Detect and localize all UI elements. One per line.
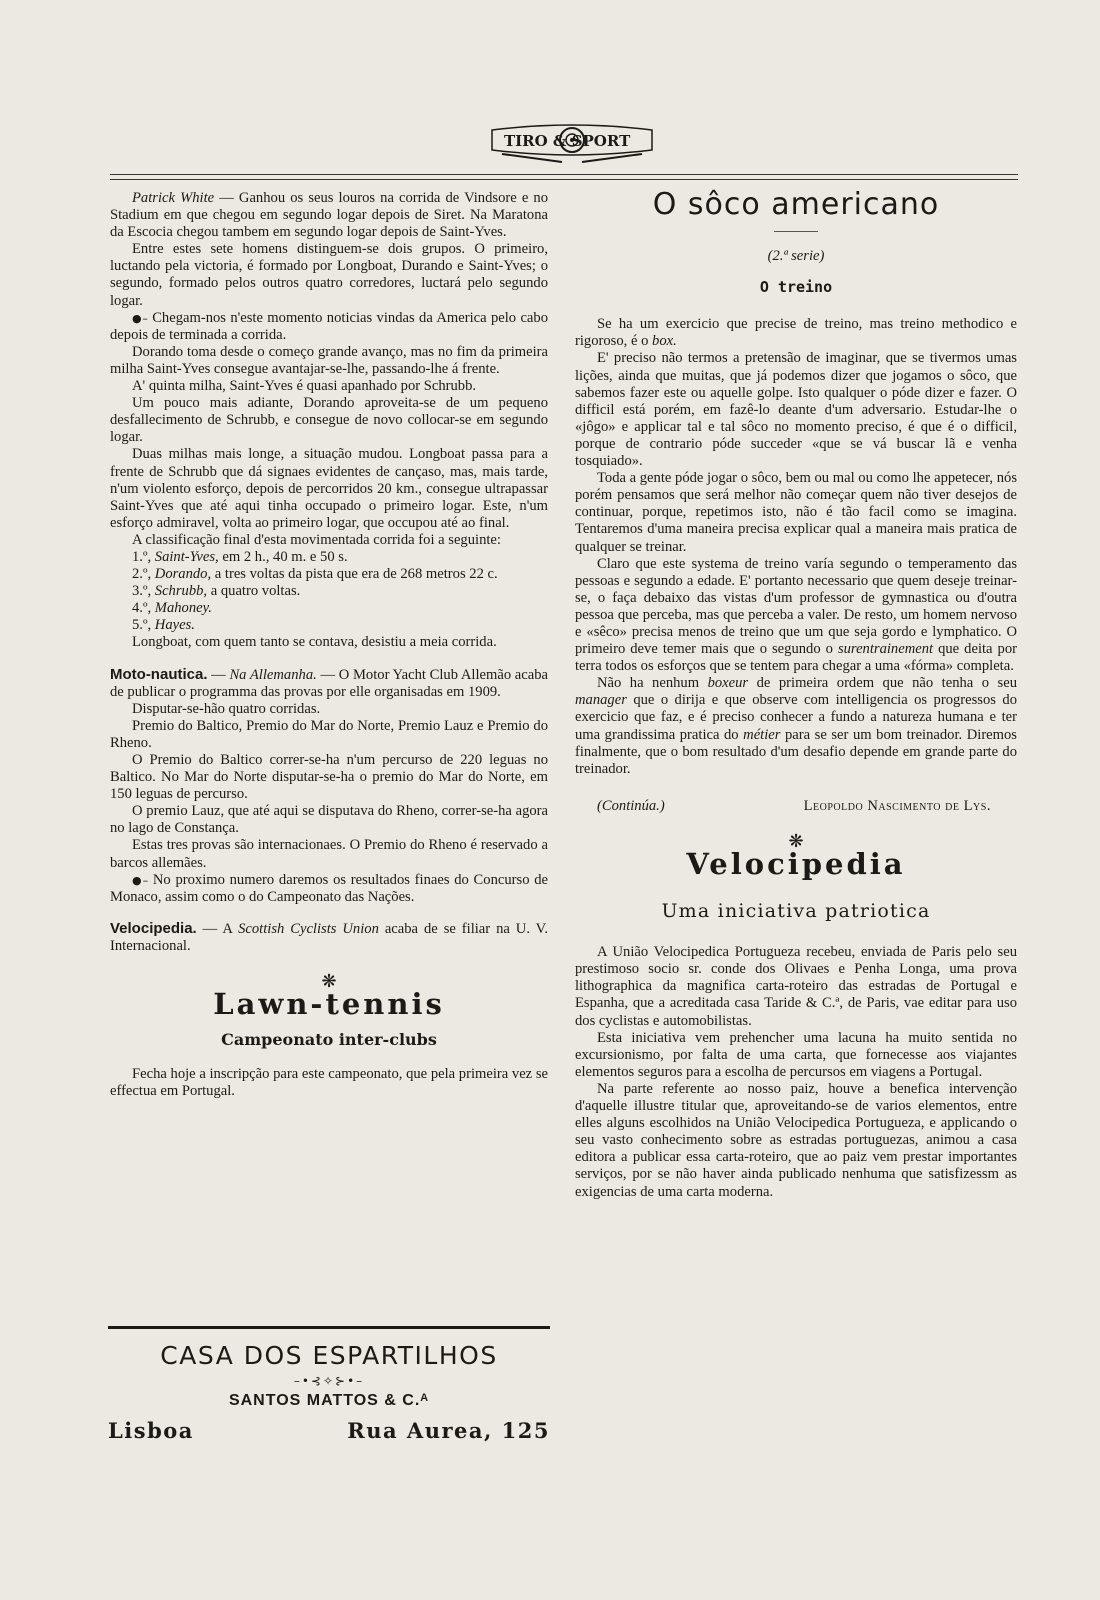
paragraph: Na parte referente ao nosso paiz, houve a benefica intervenção d'aquelle illustre titular que, aproveitando-se de varios elementos, entre elles alguns escolhidos na União Velocipedica Portugueza, e applicando o seu vasto conhecimento sobre as estradas portuguezas, animou a casa editora a publicar essa carta-roteiro, que ao paiz vem prestar importantes serviços, por se não haver ainda publicado nenhuma que satisfizessm as exigencias de uma carta moderna. bbox=[575, 1080, 1017, 1200]
paragraph: A' quinta milha, Saint-Yves é quasi apanhado por Schrubb. bbox=[132, 378, 477, 395]
result-name: Saint-Yves, bbox=[154, 548, 219, 565]
paragraph: Longboat, com quem tanto se contava, desistiu a meia corrida. bbox=[132, 634, 497, 651]
paragraph-text: de primeira ordem que não tenha o seu bbox=[748, 675, 1017, 692]
paragraph: Um pouco mais adiante, Dorando aproveita-se de um pequeno desfallecimento de Schrubb, e consegue de novo collocar-se em segundo logar. bbox=[110, 395, 548, 446]
paragraph: A classificação final d'esta movimentada corrida foi a seguinte: bbox=[132, 531, 501, 548]
paragraph bbox=[110, 872, 548, 906]
lawn-tennis-subtitle: Campeonato inter-clubs bbox=[221, 1030, 437, 1050]
paragraph-text: Claro que este systema de treino varía segundo o temperamento das pessoas e segundo a edade. E' portanto necessario que quem deseje treinar-se, o faça debaixo das vistas d'um professor de gymnastica ou d'outra pessoa que perceba, mas que perceba a valer. De resto, um homem nervoso e «sêco» precisa menos de treino que um que seja gordo e lymphatico. O primeiro deve temer mais que o segundo o bbox=[575, 555, 1017, 658]
result-item bbox=[110, 583, 548, 600]
bullet-icon: ●– bbox=[132, 311, 148, 325]
paragraph: Duas milhas mais longe, a situação mudou. Longboat passa para a frente de Schrubb que dá signaes evidentes de cançaso, mas, mais tarde, n'um violento esforço, depois de percorridos 20 km., consegue ultrapassar Saint-Yves que até aqui tinha occupado o primeiro logar. Este, n'um esforço admiravel, volta ao primeiro logar, que occupou até ao final. bbox=[110, 446, 548, 531]
paragraph-text: Chegam-nos n'este momento noticias vindas da America pelo cabo depois de terminada a corrida. bbox=[110, 309, 549, 343]
masthead-logo bbox=[482, 116, 662, 166]
paragraph-text: que deita por terra todos os esforços que se tentem para chegar a uma «fórma» completa. bbox=[575, 641, 1017, 675]
article-signature bbox=[575, 798, 1017, 815]
lawn-tennis-title: Lawn-tennis bbox=[213, 987, 445, 1022]
paragraph: Estas tres provas são internacionaes. O Premio do Rheno é reservado a barcos allemães. bbox=[110, 837, 548, 871]
result-detail: a quatro voltas. bbox=[207, 583, 301, 600]
result-pos: 3.º, bbox=[132, 583, 152, 600]
paragraph: Esta iniciativa vem prehencher uma lacuna ha muito sentida no excursionismo, por falta de uma carta, que fornecesse aos viajantes elementos seguros para a escolha de percursos em viagens a Portugal. bbox=[575, 1029, 1017, 1080]
paragraph bbox=[575, 556, 1017, 676]
result-pos: 4.º, bbox=[132, 600, 152, 617]
term: boxeur bbox=[707, 675, 749, 692]
paragraph-text: para se ser um bom treinador. Diremos finalmente, que o bom resultado d'um desafio depende em grande parte do treinador. bbox=[575, 726, 1017, 777]
result-item bbox=[110, 600, 548, 617]
result-pos: 1.º, bbox=[132, 548, 152, 565]
paragraph-text: Se ha um exercicio que precise de treino, mas treino methodico e rigoroso, é o bbox=[575, 316, 1017, 350]
result-detail: em 2 h., 40 m. e 50 s. bbox=[218, 548, 348, 565]
velocipedia-subtitle: Uma iniciativa patriotica bbox=[661, 900, 931, 923]
term: box. bbox=[652, 333, 677, 350]
term: manager bbox=[575, 692, 627, 709]
fleuron-icon: ❋ bbox=[321, 971, 337, 992]
paragraph-text: acaba de se filiar na U. V. Internacional. bbox=[110, 920, 548, 954]
left-column bbox=[110, 190, 548, 1101]
fleuron-icon: ❋ bbox=[788, 830, 804, 851]
paragraph bbox=[110, 310, 548, 344]
series-label: (2.ª serie) bbox=[767, 248, 825, 265]
section-heading: Moto-nautica. bbox=[110, 665, 208, 683]
article-subtitle: O treino bbox=[759, 278, 833, 297]
paragraph-text: — Ganhou os seus louros na corrida de Vindsore e no Stadium em que chegou em segundo logar depois de Siret. Na Maratona da Escocia chegou tambem em segundo logar depois de Saint-Yves. bbox=[110, 190, 548, 241]
author-name: Leopoldo Nascimento de Lys. bbox=[803, 797, 991, 814]
paragraph: Dorando toma desde o começo grande avanço, mas no fim da primeira milha Saint-Yves consegue avantajar-se-lhe, passando-lhe á frente. bbox=[110, 343, 548, 377]
paragraph-text: que o dirija e que observe com intelligencia os progressos do exercicio que faz, e é preciso conhecer a fundo a natureza humana e ter uma grandissima pratica do bbox=[575, 692, 1017, 743]
paragraph: O Premio do Baltico correr-se-ha n'um percurso de 220 leguas no Baltico. No Mar do Norte disputar-se-ha o premio do Mar do Norte, em 150 leguas de percurso. bbox=[110, 752, 548, 803]
paragraph: Premio do Baltico, Premio do Mar do Norte, Premio Lauz e Premio do Rheno. bbox=[110, 717, 548, 751]
result-pos: 5.º, bbox=[132, 617, 152, 634]
paragraph bbox=[575, 675, 1017, 778]
ad-address-line bbox=[108, 1418, 550, 1443]
result-name: Hayes. bbox=[154, 617, 195, 634]
result-item bbox=[110, 617, 548, 634]
paragraph bbox=[110, 190, 548, 241]
logo-text: TIRO & SPORT bbox=[504, 132, 631, 150]
paragraph-text: — O Motor Yacht Club Allemão acaba de publicar o programma das provas por elle organisadas em 1909. bbox=[110, 666, 549, 700]
result-detail: a tres voltas da pista que era de 268 metros 22 c. bbox=[211, 566, 498, 583]
paragraph-text: No proximo numero daremos os resultados finaes do Concurso de Monaco, assim como o do Campeonato das Nações. bbox=[110, 871, 548, 905]
tiro-sport-logo-icon bbox=[482, 116, 662, 166]
separator: — bbox=[207, 666, 230, 683]
result-item bbox=[110, 566, 548, 583]
right-column bbox=[575, 187, 1017, 1201]
bullet-icon: ●– bbox=[132, 873, 149, 887]
ad-shop-name: CASA DOS ESPARTILHOS bbox=[160, 1341, 498, 1370]
result-item bbox=[110, 549, 548, 566]
ad-city: Lisboa bbox=[108, 1418, 194, 1443]
place-label: Na Allemanha. bbox=[229, 666, 317, 683]
separator: — A bbox=[196, 920, 239, 937]
athlete-name: Patrick White bbox=[132, 190, 215, 206]
paragraph: Entre estes sete homens distinguem-se dois grupos. O primeiro, luctando pela victoria, é formado por Longboat, Durando e Saint-Yves; o segundo, formado pelos outros quatro corredores, luctará pelo segundo logar. bbox=[110, 241, 548, 309]
advertisement bbox=[108, 1326, 550, 1443]
moto-nautica-paragraph bbox=[110, 666, 548, 701]
divider bbox=[774, 231, 818, 232]
article-title: O sôco americano bbox=[652, 187, 940, 222]
continua-label: (Continúa.) bbox=[597, 797, 665, 814]
paragraph: E' preciso não termos a pretensão de imaginar, que se tivermos umas lições, ainda que muitas, que já podemos dizer que jogamos o sôco, que sabemos fazer este ou aquelle golpe. Isto qualquer o póde dizer e fazer. O difficil está porém, em fazê-lo deante d'um adversario. Estudar-lhe o «jôgo» e applicar tal e tal sôco no momento preciso, é que é o difficil, porque de contrario póde succeder «que se vá buscar lã e venha tosquiado». bbox=[575, 350, 1017, 470]
velocipedia-paragraph bbox=[110, 920, 548, 955]
term: surentrainement bbox=[837, 641, 934, 658]
ornament-icon: –•⊰✧⊱•– bbox=[293, 1374, 365, 1388]
ad-street: Rua Aurea, 125 bbox=[347, 1418, 550, 1443]
ad-firm-name: SANTOS MATTOS & C.ᴬ bbox=[228, 1392, 430, 1409]
paragraph: Toda a gente póde jogar o sôco, bem ou mal ou como lhe appetecer, nós porém pensamos que será melhor não começar quem não tiver desejos de continuar, porque, repetimos isto, não é tão facil como se imagina. Tentaremos d'uma maneira precisa explicar qual a maneira mais pratica de qualquer se treinar. bbox=[575, 470, 1017, 555]
paragraph: A União Velocipedica Portugueza recebeu, enviada de Paris pelo seu prestimoso socio sr. conde dos Olivaes e Penha Longa, uma prova lithographica da magnifica carta-roteiro das estradas de Portugal e Espanha, que a acreditada casa Taride & C.ª, de Paris, vae editar para uso dos cyclistas e automobilistas. bbox=[575, 944, 1017, 1029]
velocipedia-title: Velocipedia bbox=[686, 847, 906, 881]
paragraph: Fecha hoje a inscripção para este campeonato, que pela primeira vez se effectua em Portugal. bbox=[110, 1066, 548, 1100]
header-rule bbox=[110, 174, 1018, 180]
result-pos: 2.º, bbox=[132, 566, 152, 583]
term: métier bbox=[743, 726, 781, 743]
organisation-name: Scottish Cyclists Union bbox=[238, 920, 379, 937]
paragraph: Disputar-se-hão quatro corridas. bbox=[132, 700, 321, 717]
paragraph-text: Não ha nenhum bbox=[597, 675, 708, 692]
result-name: Dorando, bbox=[154, 566, 212, 583]
result-name: Mahoney. bbox=[154, 600, 212, 617]
paragraph: O premio Lauz, que até aqui se disputava do Rheno, correr-se-ha agora no lago de Constança. bbox=[110, 803, 548, 837]
section-heading: Velocipedia. bbox=[110, 919, 197, 937]
paragraph bbox=[575, 316, 1017, 350]
result-name: Schrubb, bbox=[154, 583, 208, 600]
